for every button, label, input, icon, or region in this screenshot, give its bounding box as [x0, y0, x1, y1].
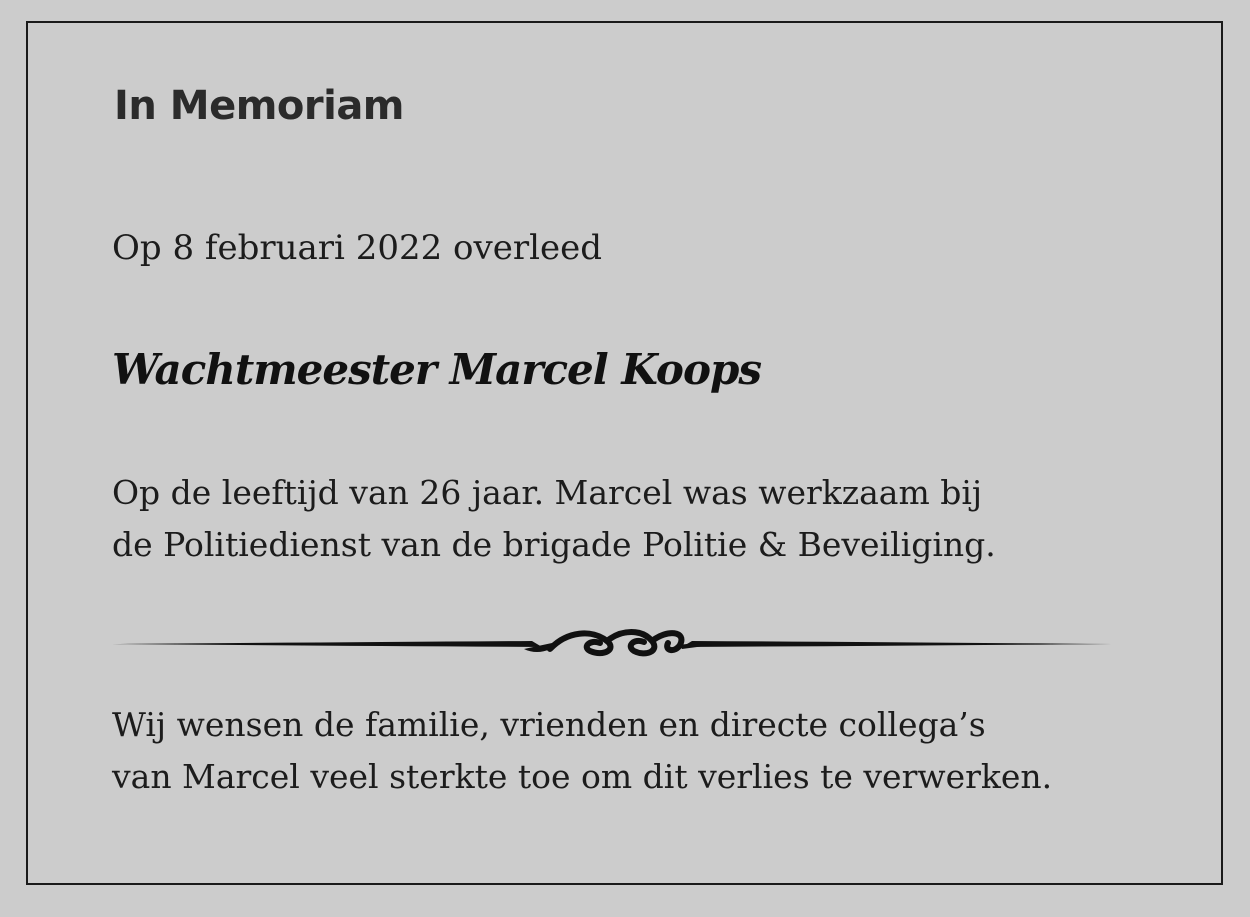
- ornamental-divider: [112, 621, 1112, 667]
- age-and-service-paragraph: [112, 467, 996, 571]
- paragraph-line: Op de leeftijd van 26 jaar. Marcel was werkzaam bij: [112, 473, 983, 512]
- paragraph-line: Wij wensen de familie, vrienden en directe collega’s: [112, 705, 986, 744]
- memorial-card: [26, 21, 1223, 885]
- date-line: Op 8 februari 2022 overleed: [112, 228, 602, 268]
- paragraph-line: van Marcel veel sterkte toe om dit verlies te verwerken.: [112, 757, 1053, 796]
- condolence-paragraph: [112, 699, 1052, 803]
- deceased-name: Wachtmeester Marcel Koops: [112, 345, 761, 394]
- heading: In Memoriam: [114, 83, 404, 129]
- paragraph-line: de Politiedienst van de brigade Politie & Beveiliging.: [112, 525, 996, 564]
